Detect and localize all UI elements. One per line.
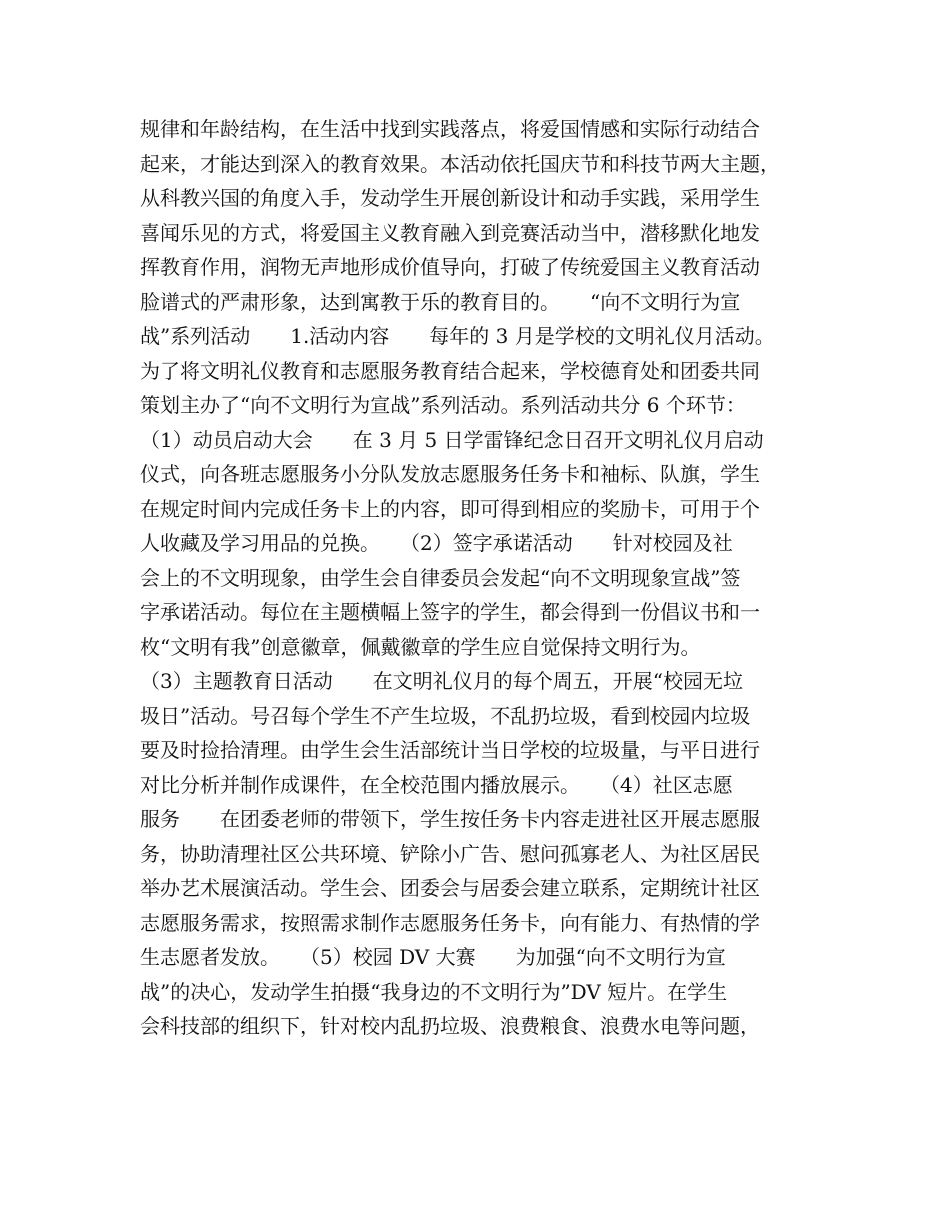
- text-line-2: 起来，才能达到深入的教育效果。本活动依托国庆节和科技节两大主题，: [140, 151, 780, 176]
- text-line-17: （3）主题教育日活动 在文明礼仪月的每个周五，开展“校园无垃: [140, 669, 743, 693]
- text-line-6: 脸谱式的严肃形象，达到寓教于乐的教育目的。 “向不文明行为宣: [140, 289, 741, 314]
- text-line-15: 字承诺活动。每位在主题横幅上签字的学生，都会得到一份倡议书和一: [140, 600, 760, 624]
- text-line-25: 生志愿者发放。 （5）校园 DV 大赛 为加强“向不文明行为宣: [140, 945, 726, 969]
- text-line-7: 战”系列活动 1.活动内容 每年的 3 月是学校的文明礼仪月活动。: [140, 324, 775, 348]
- text-line-4: 喜闻乐见的方式，将爱国主义教育融入到竞赛活动当中，潜移默化地发: [140, 220, 760, 245]
- text-line-22: 务，协助清理社区公共环境、铲除小广告、慰问孤寡老人、为社区居民: [140, 841, 760, 866]
- text-line-3: 从科教兴国的角度入手，发动学生开展创新设计和动手实践，采用学生: [140, 186, 760, 210]
- text-line-1: 规律和年龄结构，在生活中找到实践落点，将爱国情感和实际行动结合: [140, 117, 760, 141]
- text-line-5: 挥教育作用，润物无声地形成价值导向，打破了传统爱国主义教育活动: [140, 255, 760, 279]
- text-line-23: 举办艺术展演活动。学生会、团委会与居委会建立联系，定期统计社区: [140, 876, 760, 900]
- text-line-24: 志愿服务需求，按照需求制作志愿服务任务卡，向有能力、有热情的学: [140, 910, 760, 935]
- text-line-11: 仪式，向各班志愿服务小分队发放志愿服务任务卡和袖标、队旗，学生: [140, 462, 760, 486]
- text-line-12: 在规定时间内完成任务卡上的内容，即可得到相应的奖励卡，可用于个: [140, 496, 760, 521]
- text-line-19: 要及时捡拾清理。由学生会生活部统计当日学校的垃圾量，与平日进行: [140, 738, 760, 762]
- text-line-13: 人收藏及学习用品的兑换。 （2）签字承诺活动 针对校园及社: [140, 531, 733, 555]
- text-line-16: 枚“文明有我”创意徽章，佩戴徽章的学生应自觉保持文明行为。: [140, 634, 701, 659]
- text-line-21: 服务 在团委老师的带领下，学生按任务卡内容走进社区开展志愿服: [140, 807, 760, 831]
- body-text: [140, 112, 820, 1044]
- text-line-20: 对比分析并制作成课件，在全校范围内播放展示。 （4）社区志愿: [140, 772, 733, 797]
- text-line-26: 战”的决心，发动学生拍摄“我身边的不文明行为”DV 短片。在学生: [140, 979, 728, 1004]
- text-line-14: 会上的不文明现象，由学生会自律委员会发起“向不文明现象宣战”签: [140, 565, 741, 590]
- text-line-9: 策划主办了“向不文明行为宣战”系列活动。系列活动共分 6 个环节：: [140, 393, 746, 417]
- text-line-27: 会科技部的组织下，针对校内乱扔垃圾、浪费粮食、浪费水电等问题，: [140, 1014, 760, 1038]
- text-line-18: 圾日”活动。号召每个学生不产生垃圾，不乱扔垃圾，看到校园内垃圾: [140, 703, 751, 728]
- text-line-10: （1）动员启动大会 在 3 月 5 日学雷锋纪念日召开文明礼仪月启动: [140, 427, 764, 452]
- text-line-8: 为了将文明礼仪教育和志愿服务教育结合起来，学校德育处和团委共同: [140, 358, 760, 383]
